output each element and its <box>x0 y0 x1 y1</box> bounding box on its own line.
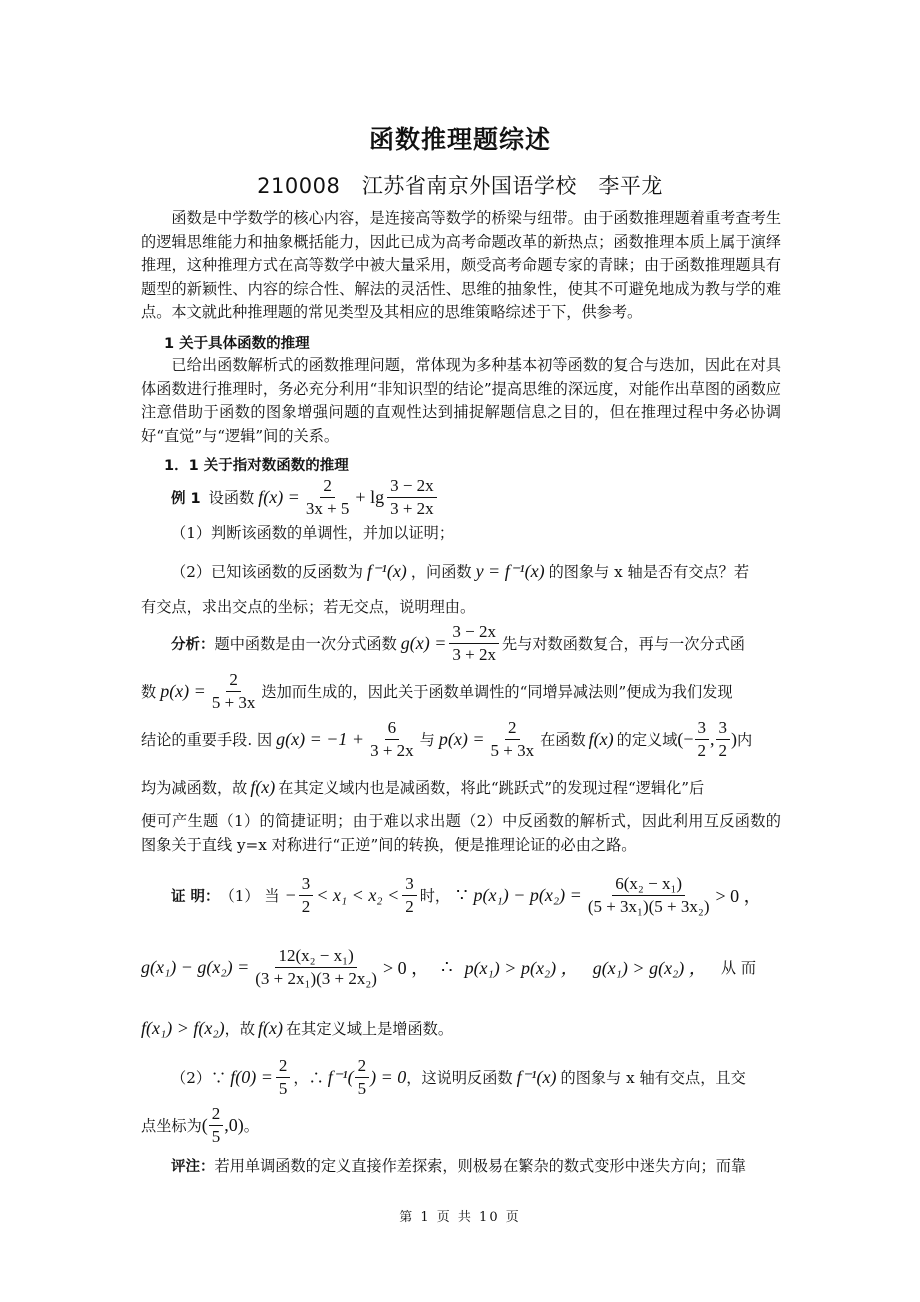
analysis-line-3 <box>141 714 781 764</box>
question-1: （1）判断该函数的单调性，并加以证明； <box>171 524 455 542</box>
point-bracket: ( <box>201 1114 208 1135</box>
proof-line-5 <box>141 1100 781 1150</box>
analysis-line-2 <box>141 666 781 716</box>
question-text: 的图象与 x 轴是否有交点？若 <box>548 562 750 581</box>
fraction: $\frac{\text{12(x₂ − x₁)}}{\text{(3 + 2x₁)(3 + 2x₂)}}$ <box>255 945 377 988</box>
proof-label: 证 明： <box>171 888 220 905</box>
proof-text: ，故 <box>224 1019 255 1038</box>
inequality: > 0 ， <box>715 886 762 906</box>
author-line: 210008 江苏省南京外国语学校 李平龙 <box>257 174 663 198</box>
analysis-text: 先与对数函数复合，再与一次分式函 <box>501 634 745 653</box>
fraction: $\frac{3}{2}$ <box>299 874 314 917</box>
function-f: f(x) = <box>258 486 300 507</box>
fraction: $\frac{3}{2}$ <box>695 718 710 761</box>
lg-term: + lg <box>355 486 385 507</box>
analysis-line-5: 便可产生题（1）的简捷证明；由于难以求出题（2）中反函数的解析式，因此利用互反函数的图象关于直线 y=x 对称进行“正逆”间的转换，便是推理论证的必由之路。 <box>141 812 781 854</box>
fraction: $\frac{2}{5 + 3x}$ <box>211 669 256 712</box>
analysis-text: 数 <box>141 682 157 701</box>
proof-text: （1） 当 <box>219 886 280 905</box>
example-lead: 设函数 <box>208 488 255 507</box>
domain-comma: , <box>710 728 715 749</box>
fraction: $\frac{\text{6(x₂ − x₁)}}{\text{(5 + 3x₁)(5 + 3x₂)}}$ <box>587 873 710 916</box>
function-g: g(x) = <box>400 632 447 653</box>
example-label: 例 1 <box>171 490 201 507</box>
inverse-function: y = f⁻¹(x) <box>475 560 545 581</box>
point-bracket: ,0) <box>224 1114 244 1135</box>
analysis-line-4 <box>141 774 781 800</box>
inequality: > 0 ， <box>382 958 430 978</box>
fraction: $\frac{3 - 2x}{3 + 2x}$ <box>387 476 437 519</box>
fraction: $\frac{3}{2}$ <box>716 718 731 761</box>
remark-text: 若用单调函数的定义直接作差探索，则极易在繁杂的数式变形中迷失方向；而靠 <box>214 1156 747 1175</box>
question-2-line-1 <box>141 556 811 586</box>
inverse-function: f⁻¹( <box>327 1066 354 1087</box>
proof-text: 点坐标为 <box>141 1116 202 1135</box>
comparison: f(x₁) > f(x₂) <box>141 1017 225 1038</box>
fraction: $\frac{2}{5}$ <box>276 1056 291 1099</box>
inequality: < x₁ < x₂ < <box>316 884 400 905</box>
inverse-function: ) = 0 <box>370 1066 407 1087</box>
inverse-function: f⁻¹(x) <box>366 560 407 581</box>
analysis-text: 在其定义域内也是减函数，将此“跳跃式”的发现过程“逻辑化”后 <box>278 778 705 797</box>
function-f: f(x) <box>250 776 276 797</box>
analysis-text: 内 <box>737 730 753 749</box>
example-1 <box>141 472 811 522</box>
question-text: ，问函数 <box>410 562 472 581</box>
intro-paragraph: 函数是中学数学的核心内容，是连接高等数学的桥梁与纽带。由于函数推理题着重考查考生的逻辑思维能力和抽象概括能力，因此已成为高考命题改革的新热点；函数推理本质上属于演绎推理，这种推理方式在高等数学中被大量采用，颇受高考命题专家的青睐；由于函数推理题具有题型的新颖性、内容的综合性、解法的灵活性、思维的抽象性，使其不可避免地成为教与学的难点。本文就此种推理题的常见类型及其相应的思维策略综述于下，供参考。 <box>141 209 781 322</box>
question-text: （2）已知该函数的反函数为 <box>171 562 363 581</box>
fraction: $\frac{3}{2}$ <box>402 874 417 917</box>
proof-text: ，这说明反函数 <box>406 1068 513 1087</box>
analysis-label: 分析： <box>171 636 215 653</box>
section-1-paragraph: 已给出函数解析式的函数推理问题，常体现为多种基本初等函数的复合与迭加，因此在对具体函数进行推理时，务必充分利用“非知识型的结论”提高思维的深远度，对能作出草图的函数应注意借助于函数的图象增强问题的直观性达到捕捉解题信息之目的，但在推理过程中务必协调好“直觉”与“逻辑”间的关系。 <box>141 356 781 445</box>
proof-text: 的图象与 x 轴有交点，且交 <box>560 1068 746 1087</box>
page-title: 函数推理题综述 <box>368 125 551 154</box>
fraction: $\frac{3 - 2x}{3 + 2x}$ <box>449 622 499 665</box>
because-symbol: ∵ <box>456 884 468 905</box>
proof-line-3 <box>141 1014 781 1042</box>
fraction: $\frac{2}{5 + 3x}$ <box>490 717 535 760</box>
question-2-line-2: 有交点，求出交点的坐标；若无交点，说明理由。 <box>141 598 476 616</box>
analysis-text: 与 <box>419 730 435 749</box>
fraction: $\frac{6}{3 + 2x}$ <box>370 717 414 760</box>
proof-text: 在其定义域上是增函数。 <box>285 1019 454 1038</box>
proof-text: ，∴ <box>293 1068 324 1087</box>
function-value: f(0) = <box>230 1066 273 1087</box>
difference-expr: p(x₁) − p(x₂) = <box>473 884 582 905</box>
remark-label: 评注： <box>171 1158 215 1175</box>
function-g: g(x) = −1 + <box>276 728 365 749</box>
analysis-text: 的定义域 <box>616 730 678 749</box>
analysis-line-1 <box>141 618 811 668</box>
proof-line-4 <box>141 1052 811 1102</box>
math-symbol: − <box>285 884 296 905</box>
domain-bracket: ) <box>731 728 738 749</box>
fraction: $\frac{2}{5}$ <box>209 1104 224 1147</box>
comparison: p(x₁) > p(x₂) ， <box>464 958 579 978</box>
therefore-symbol: ∴ <box>441 956 453 977</box>
proof-line-2 <box>141 940 781 994</box>
comparison: g(x₁) > g(x₂) ， <box>592 958 707 978</box>
section-heading-1: 1 关于具体函数的推理 <box>164 336 310 352</box>
fraction: $\frac{2}{3x + 5}$ <box>305 475 350 518</box>
proof-line-1 <box>141 868 811 922</box>
analysis-text: 在函数 <box>540 730 586 749</box>
fraction: $\frac{2}{5}$ <box>355 1056 370 1099</box>
function-p: p(x) = <box>160 680 206 701</box>
remark-line <box>141 1152 811 1178</box>
analysis-text: 迭加而生成的，因此关于函数单调性的“同增异减法则”便成为我们发现 <box>261 682 733 701</box>
proof-text: （2）∵ <box>171 1068 227 1087</box>
proof-text: 。 <box>243 1116 259 1135</box>
function-p: p(x) = <box>438 728 485 749</box>
page-footer: 第 1 页 共 10 页 <box>399 1210 521 1225</box>
analysis-text: 均为减函数，故 <box>141 778 248 797</box>
inverse-function: f⁻¹(x) <box>516 1066 557 1087</box>
proof-text: 时， <box>419 886 451 905</box>
function-f: f(x) <box>588 728 614 749</box>
domain-bracket: (− <box>677 728 694 749</box>
function-f: f(x) <box>258 1017 283 1038</box>
analysis-text: 题中函数是由一次分式函数 <box>214 634 397 653</box>
subsection-heading-1-1: 1．1 关于指对数函数的推理 <box>164 458 349 474</box>
difference-expr: g(x₁) − g(x₂) = <box>141 956 250 977</box>
analysis-text: 结论的重要手段. 因 <box>141 730 273 749</box>
proof-text: 从 而 <box>720 958 757 977</box>
